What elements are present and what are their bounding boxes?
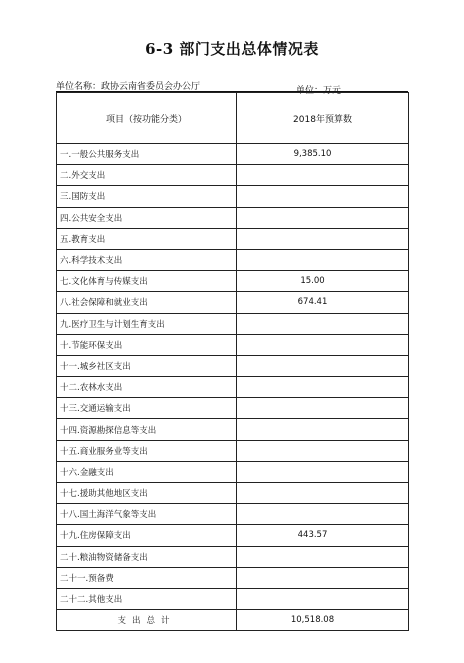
row-budget-value [237,546,409,567]
table-row [57,313,409,334]
row-budget-value: 9,385.10 [237,144,409,165]
row-budget-value [237,398,409,419]
row-budget-value [237,207,409,228]
row-budget-value [237,355,409,376]
row-budget-value [237,461,409,482]
row-item-label: 十九.住房保障支出 [57,525,237,546]
row-item-label: 三.国防支出 [57,186,237,207]
column-header-item: 项目（按功能分类） [57,93,237,144]
row-budget-value [237,186,409,207]
row-item-label: 十三.交通运输支出 [57,398,237,419]
expenditure-table [56,92,409,631]
table-row [57,165,409,186]
table-row [57,186,409,207]
row-budget-value [237,377,409,398]
row-budget-value [237,567,409,588]
table-row [57,355,409,376]
row-item-label: 一.一般公共服务支出 [57,144,237,165]
table-row [57,588,409,609]
row-budget-value: 443.57 [237,525,409,546]
table-row [57,546,409,567]
row-item-label: 九.医疗卫生与计划生育支出 [57,313,237,334]
table-row [57,398,409,419]
row-budget-value [237,440,409,461]
table-header-row [57,93,409,144]
row-budget-value [237,165,409,186]
table-row [57,377,409,398]
row-budget-value [237,588,409,609]
column-header-budget: 2018年预算数 [237,93,409,144]
row-budget-value [237,483,409,504]
row-item-label: 十二.农林水支出 [57,377,237,398]
table-row [57,440,409,461]
row-item-label: 六.科学技术支出 [57,249,237,270]
table-row [57,419,409,440]
row-item-label: 十一.城乡社区支出 [57,355,237,376]
row-item-label: 七.文化体育与传媒支出 [57,271,237,292]
row-item-label: 十五.商业服务业等支出 [57,440,237,461]
table-row [57,461,409,482]
row-budget-value [237,334,409,355]
table-row [57,207,409,228]
table-row [57,525,409,546]
total-label: 支出总计 [57,610,237,631]
total-row [57,610,409,631]
row-item-label: 二十.粮油物资储备支出 [57,546,237,567]
row-item-label: 十七.援助其他地区支出 [57,483,237,504]
row-item-label: 十八.国土海洋气象等支出 [57,504,237,525]
page-title: 6-3 部门支出总体情况表 [145,40,319,58]
currency-unit-label: 单位：万元 [296,86,342,96]
row-item-label: 二十一.预备费 [57,567,237,588]
table-row [57,292,409,313]
row-budget-value [237,249,409,270]
table-row [57,334,409,355]
total-value: 10,518.08 [237,610,409,631]
row-budget-value [237,504,409,525]
row-item-label: 十六.金融支出 [57,461,237,482]
row-item-label: 二.外交支出 [57,165,237,186]
row-item-label: 五.教育支出 [57,228,237,249]
row-budget-value [237,313,409,334]
table-row [57,567,409,588]
table-row [57,483,409,504]
row-item-label: 十.节能环保支出 [57,334,237,355]
table-row [57,504,409,525]
table-row [57,144,409,165]
table-row [57,228,409,249]
row-item-label: 八.社会保障和就业支出 [57,292,237,313]
unit-name-label: 单位名称：政协云南省委员会办公厅 [56,82,201,92]
table-row [57,271,409,292]
row-item-label: 四.公共安全支出 [57,207,237,228]
row-budget-value: 15.00 [237,271,409,292]
row-item-label: 二十二.其他支出 [57,588,237,609]
row-budget-value: 674.41 [237,292,409,313]
row-budget-value [237,419,409,440]
table-row [57,249,409,270]
row-item-label: 十四.资源勘探信息等支出 [57,419,237,440]
row-budget-value [237,228,409,249]
